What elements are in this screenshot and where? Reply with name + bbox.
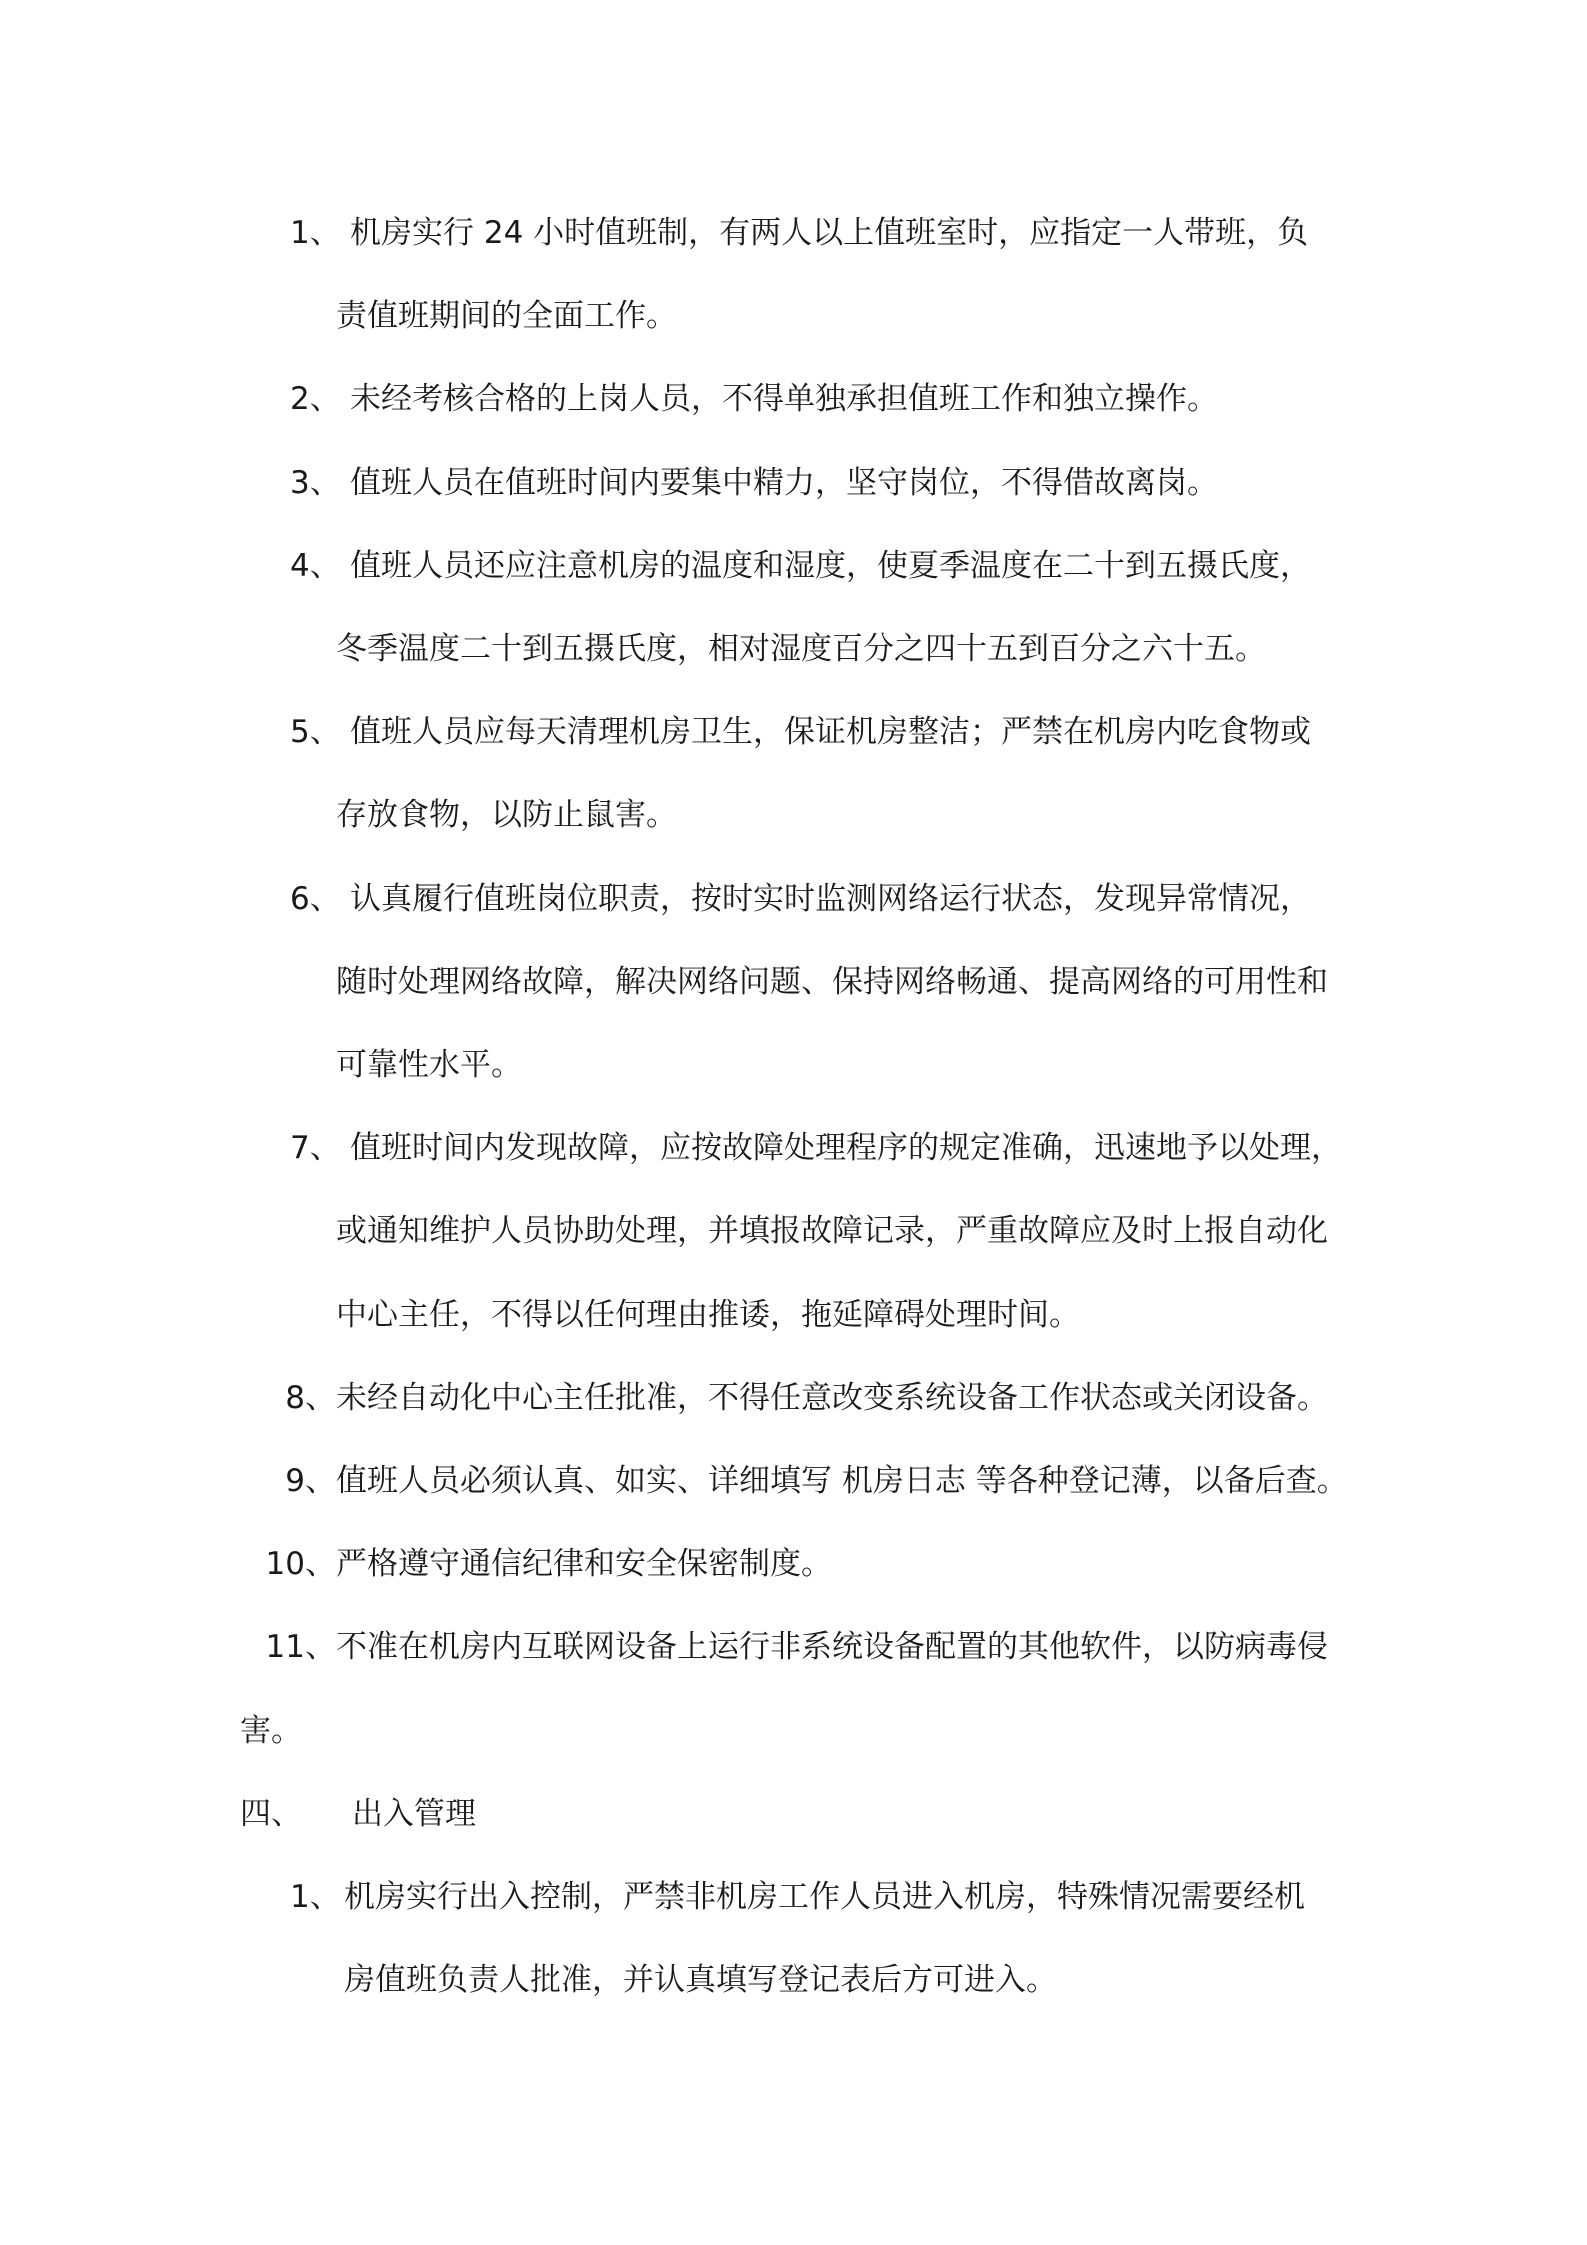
item-text-line: 房值班负责人批准，并认真填写登记表后方可进入。 [344,1962,1057,1999]
item-text-line: 机房实行出入控制，严禁非机房工作人员进入机房，特殊情况需要经机 [344,1879,1305,1915]
item-text-line: 机房实行 24 小时值班制，有两人以上值班室时，应指定一人带班，负 [350,215,1309,251]
item-text-line: 或通知维护人员协助处理，并填报故障记录，严重故障应及时上报自动化 [336,1213,1328,1250]
item-number: 1、 [290,1879,341,1915]
item-text-line: 不准在机房内互联网设备上运行非系统设备配置的其他软件，以防病毒侵 [336,1629,1328,1666]
item-text-line: 冬季温度二十到五摄氏度，相对湿度百分之四十五到百分之六十五。 [336,631,1266,667]
item-number: 2、 [290,381,341,418]
item-number: 8、 [285,1379,336,1416]
section-number: 四、 [240,1795,302,1832]
item-text-line: 害。 [240,1712,302,1749]
item-text-line: 值班时间内发现故障，应按故障处理程序的规定准确，迅速地予以处理， [350,1130,1342,1167]
item-text-line: 未经考核合格的上岗人员，不得单独承担值班工作和独立操作。 [350,381,1218,418]
item-text-line: 认真履行值班岗位职责，按时实时监测网络运行状态，发现异常情况， [350,880,1311,917]
item-number: 11、 [265,1629,336,1666]
item-text-line: 值班人员还应注意机房的温度和湿度，使夏季温度在二十到五摄氏度， [350,547,1311,584]
item-number: 10、 [265,1546,336,1583]
item-text-line: 责值班期间的全面工作。 [336,298,677,335]
item-text-line: 随时处理网络故障，解决网络问题、保持网络畅通、提高网络的可用性和 [336,963,1328,1000]
item-number: 6、 [290,880,341,917]
item-text-line: 值班人员必须认真、如实、详细填写 机房日志 等各种登记薄，以备后查。 [336,1463,1348,1499]
section-heading: 出入管理 [352,1795,476,1832]
item-number: 7、 [290,1130,341,1167]
item-number: 3、 [290,464,341,501]
item-number: 4、 [290,547,341,584]
item-text-line: 中心主任，不得以任何理由推诿，拖延障碍处理时间。 [336,1296,1080,1333]
item-text-line: 未经自动化中心主任批准，不得任意改变系统设备工作状态或关闭设备。 [336,1379,1328,1416]
item-text-line: 值班人员在值班时间内要集中精力，坚守岗位，不得借故离岗。 [350,464,1218,501]
item-number: 1、 [290,215,341,251]
item-text-line: 严格遵守通信纪律和安全保密制度。 [336,1546,832,1583]
item-number: 9、 [285,1463,336,1499]
item-text-line: 可靠性水平。 [336,1047,522,1083]
item-text-line: 存放食物，以防止鼠害。 [336,797,677,834]
item-number: 5、 [290,714,341,751]
item-text-line: 值班人员应每天清理机房卫生，保证机房整洁；严禁在机房内吃食物或 [350,714,1311,751]
